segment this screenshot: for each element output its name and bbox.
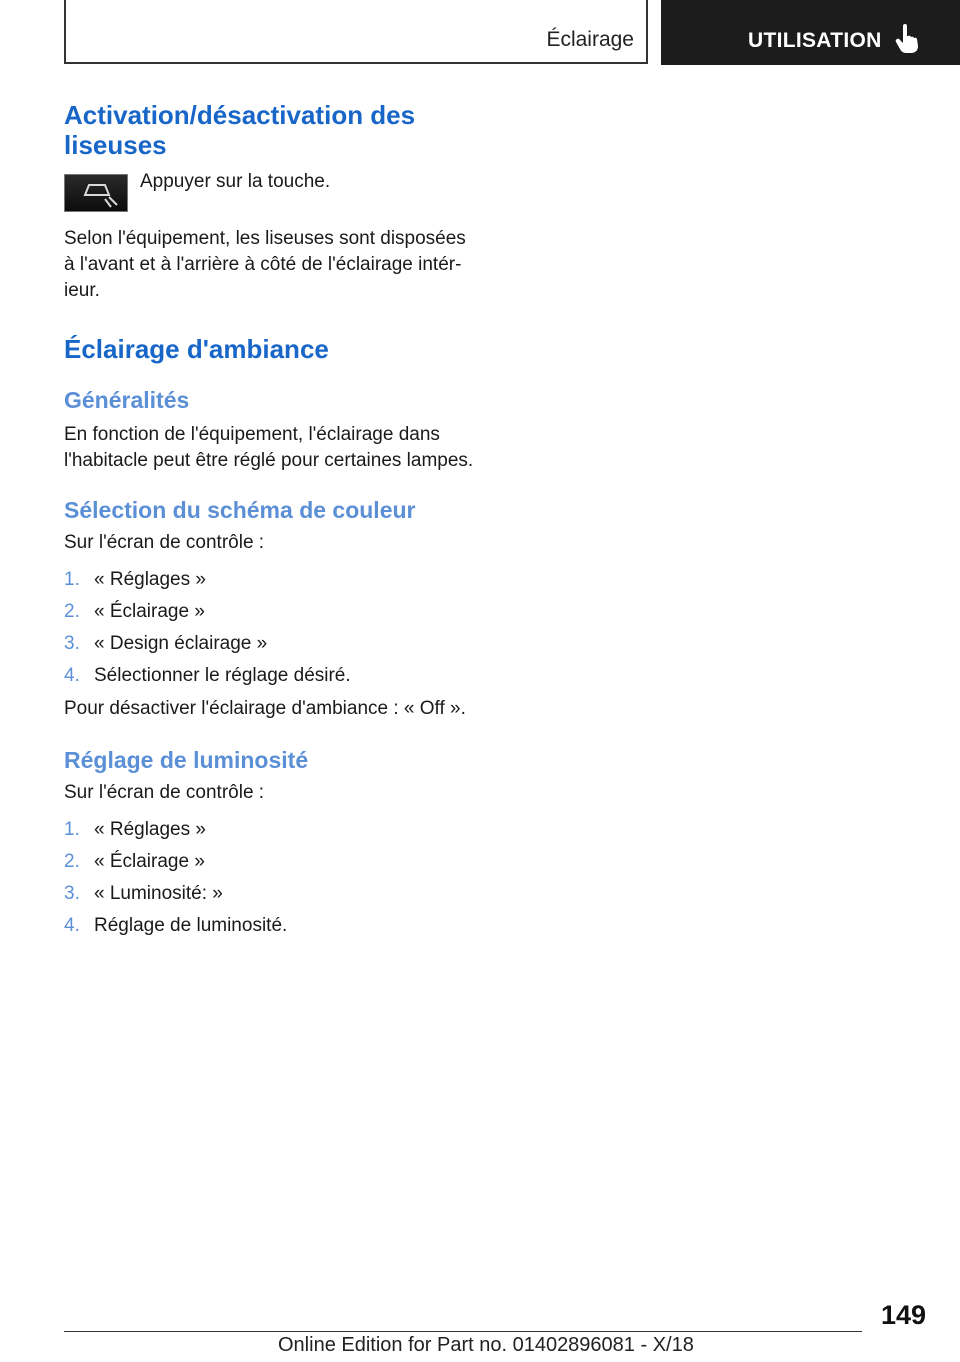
brightness-steps xyxy=(64,814,484,942)
list-item: 2. « Éclairage » xyxy=(64,851,205,872)
lamp-icon xyxy=(65,175,127,211)
reading-lights-heading: Activation/désactivation des liseuses xyxy=(64,100,416,160)
footer-divider xyxy=(64,1331,862,1332)
hand-pointer-icon xyxy=(894,24,920,54)
footer-edition-text: Online Edition for Part no. 01402896081 - X/18 xyxy=(278,1334,694,1356)
list-item: 4. Réglage de luminosité. xyxy=(64,915,288,936)
general-heading: Généralités xyxy=(64,387,190,413)
list-item: 1. « Réglages » xyxy=(64,569,206,590)
press-button-text: Appuyer sur la touche. xyxy=(140,171,331,192)
header-chapter-title: UTILISATION xyxy=(748,29,882,52)
page-number: 149 xyxy=(881,1300,927,1330)
brightness-heading: Réglage de luminosité xyxy=(64,747,309,773)
list-item: 4. Sélectionner le réglage désiré. xyxy=(64,665,351,686)
page-content xyxy=(64,100,484,942)
color-scheme-steps xyxy=(64,564,484,692)
list-item: 3. « Luminosité: » xyxy=(64,883,223,904)
reading-light-button-icon xyxy=(64,174,128,212)
header-section-title: Éclairage xyxy=(546,28,634,51)
list-item: 3. « Design éclairage » xyxy=(64,633,268,654)
list-item: 2. « Éclairage » xyxy=(64,601,205,622)
brightness-intro: Sur l'écran de contrôle : xyxy=(64,782,265,803)
reading-light-button-row xyxy=(64,171,484,214)
ambient-lighting-heading: Éclairage d'ambiance xyxy=(64,334,329,364)
header-chapter-box xyxy=(661,0,960,65)
header-section-box xyxy=(64,0,648,64)
list-item: 1. « Réglages » xyxy=(64,819,206,840)
general-paragraph: En fonction de l'équipement, l'éclairage dans l'habitacle peut être réglé pour certaines lampes. xyxy=(64,424,474,471)
ambient-off-paragraph: Pour désactiver l'éclairage d'ambiance : « Off ». xyxy=(64,698,466,719)
reading-lights-paragraph: Selon l'équipement, les liseuses sont disposées à l'avant et à l'arrière à côté de l'éclairage intér- ieur. xyxy=(64,228,466,301)
color-scheme-intro: Sur l'écran de contrôle : xyxy=(64,532,265,553)
color-scheme-heading: Sélection du schéma de couleur xyxy=(64,497,416,523)
